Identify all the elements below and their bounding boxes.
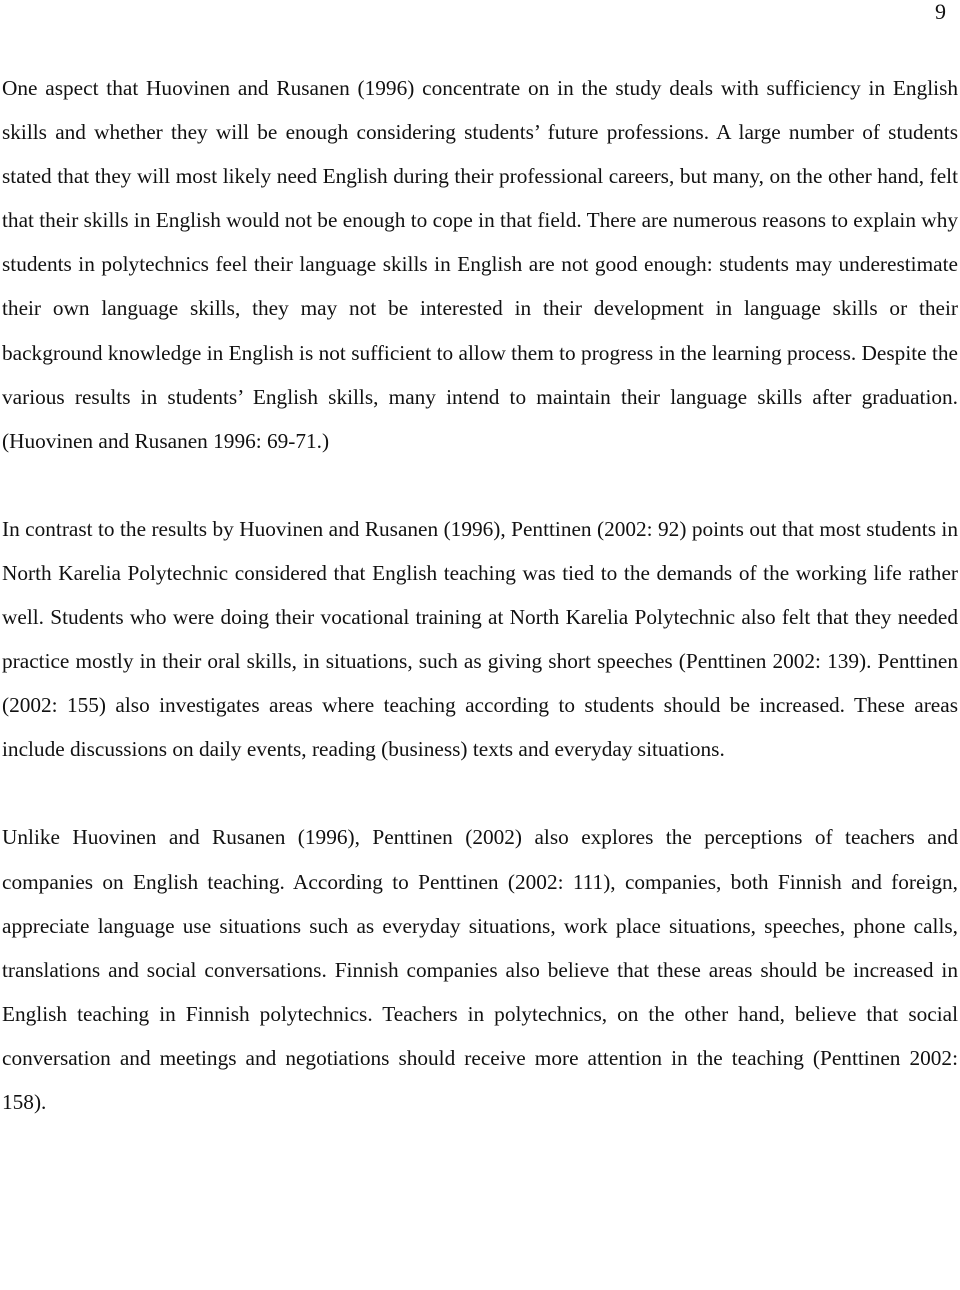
body-text [2,66,958,1124]
page-number: 9 [935,0,946,24]
paragraph-penttinen-students: In contrast to the results by Huovinen and Rusanen (1996), Penttinen (2002: 92) points out that most students in North Karelia Polytechnic considered that English teaching was tied to the demands of the working life rather well. Students who were doing their vocational training at North Karelia Polytechnic also felt that they needed practice mostly in their oral skills, in situations, such as giving short speeches (Penttinen 2002: 139). Penttinen (2002: 155) also investigates areas where teaching according to students should be increased. These areas include discussions on daily events, reading (business) texts and everyday situations. [2,516,958,762]
paragraph-penttinen-companies: Unlike Huovinen and Rusanen (1996), Penttinen (2002) also explores the perceptions of teachers and companies on English teaching. According to Penttinen (2002: 111), companies, both Finnish and foreign, appreciate language use situations such as everyday situations, work place situations, speeches, phone calls, translations and social conversations. Finnish companies also believe that these areas should be increased in English teaching in Finnish polytechnics. Teachers in polytechnics, on the other hand, believe that social conversation and meetings and negotiations should receive more attention in the teaching (Penttinen 2002: 158). [2,825,958,1114]
paragraph-huovinen-rusanen: One aspect that Huovinen and Rusanen (1996) concentrate on in the study deals with sufficiency in English skills and whether they will be enough considering students’ future professions. A large number of students stated that they will most likely need English during their professional careers, but many, on the other hand, felt that their skills in English would not be enough to cope in that field. There are numerous reasons to explain why students in polytechnics feel their language skills in English are not good enough: students may underestimate their own language skills, they may not be interested in their development in language skills or their background knowledge in English is not sufficient to allow them to progress in the learning process. Despite the various results in students’ English skills, many intend to maintain their language skills after graduation. (Huovinen and Rusanen 1996: 69-71.) [2,76,958,453]
